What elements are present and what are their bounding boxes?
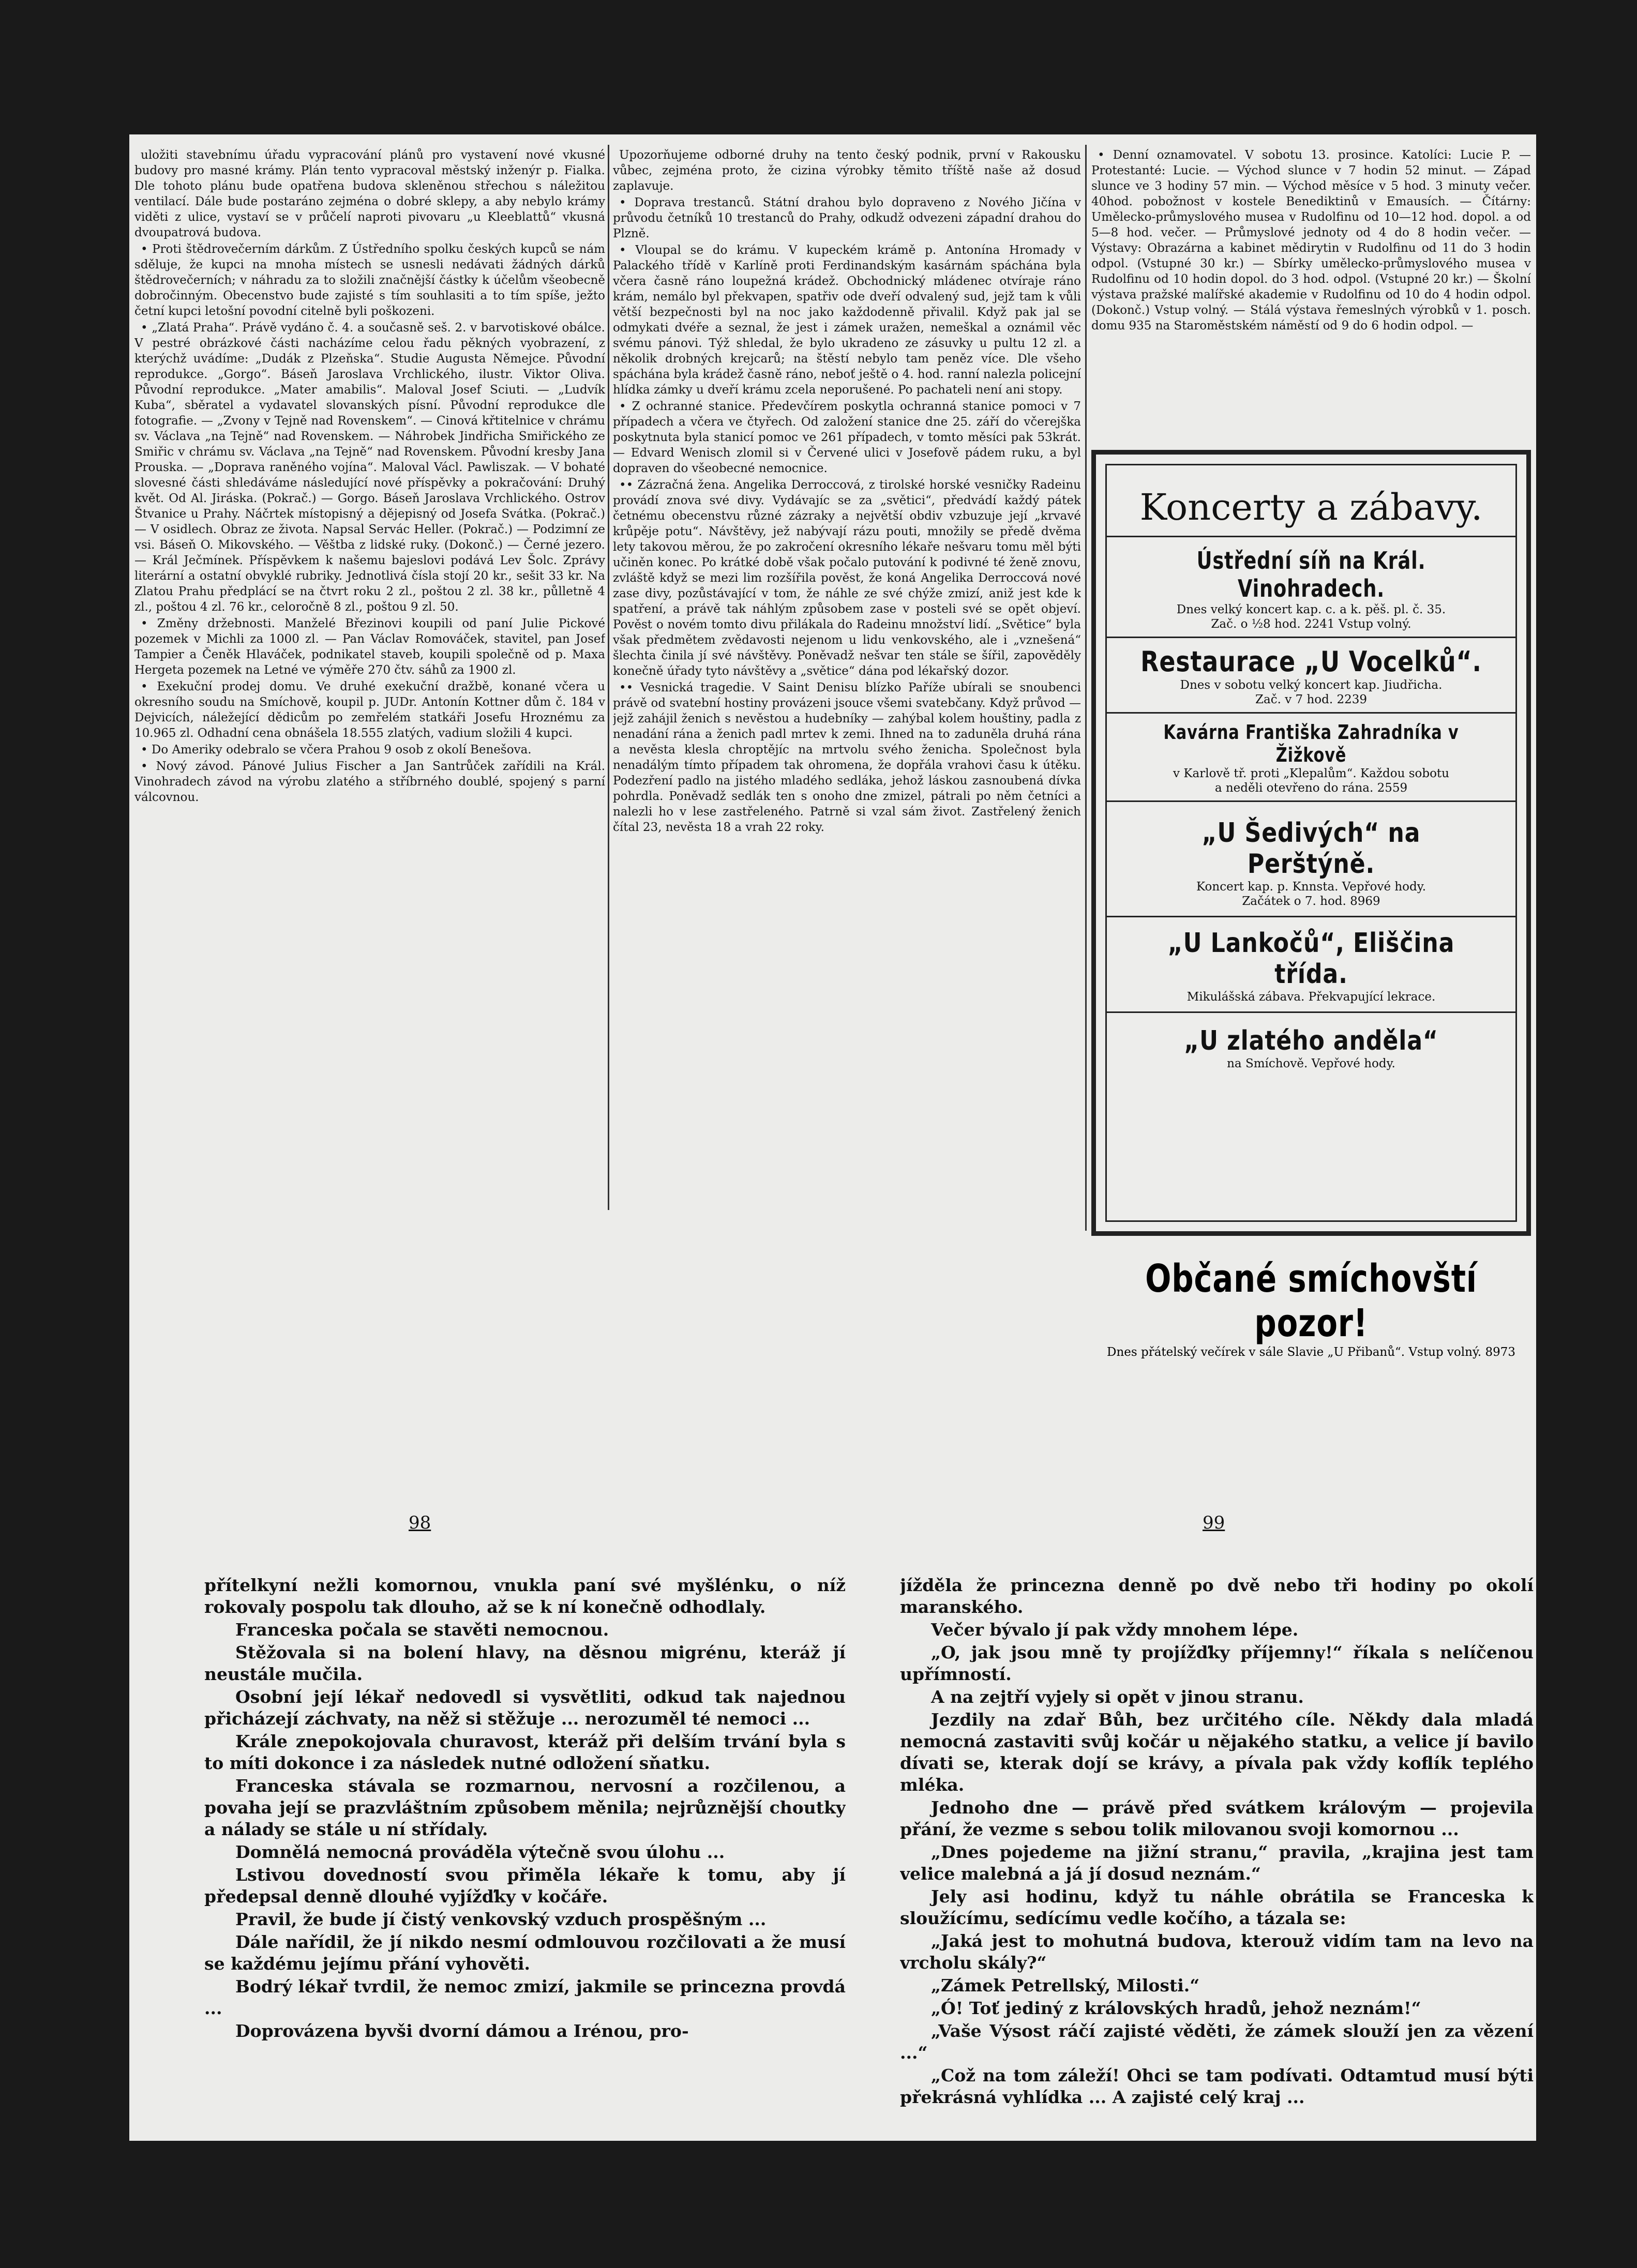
ad-item [1107, 1015, 1515, 1076]
ad-text: a neděli otevřeno do rána. 2559 [1214, 781, 1408, 795]
paragraph: Franceska počala se stavěti nemocnou. [235, 1620, 609, 1640]
paragraph: Krále znepokojovala churavost, kteráž při delším trvání byla s to míti dokonce i za následek nutné odložení sňatku. [204, 1731, 846, 1773]
paragraph: Dále nařídil, že jí nikdo nesmí odmlouvou rozčilovati a že musí se každému jejímu přání vyhověti. [204, 1932, 846, 1974]
paragraph: Franceska stávala se rozmarnou, nervosní a rozčilenou, a povaha její se prazvláštním způsobem měnila; nejrůznější choutky a nálady se stále u ní střídaly. [204, 1776, 846, 1839]
ads-title: Koncerty a zábavy. [1139, 486, 1483, 528]
paragraph: • Z ochranné stanice. Předevčírem poskytla ochranná stanice pomoci v 7 případech a včera ve čtyřech. Od založení stanice dne 25. září do včerejška poskytnuta byla stanicí pomoc ve 261 případech, v tomto měsíci pak 53krát. — Edvard Wenisch zlomil si v Červené ulici v Josefově pádem ruku, a byl dopraven do všeobecné nemocnice. [613, 400, 1081, 475]
paragraph: • Proti štědrovečerním dárkům. Z Ústředního spolku českých kupců se nám sděluje, že kupci na mnoha místech se usnesli nedávati žádných dárků štědrovečerních; v náhradu za to složili značnější částky k účelům všeobecně dobročinným. Obecenstvo bude zajisté s tím souhlasiti a to tím spíše, ježto četní kupci letošní povodní citelně byli poškozeni. [134, 243, 605, 318]
ad-text: Mikulášská zábava. Překvapující lekrace. [1187, 990, 1436, 1004]
obcane-text: Dnes přátelský večírek v sále Slavie „U Přibanů“. Vstup volný. 8973 [1107, 1345, 1516, 1359]
paragraph: A na zejtří vyjely si opět v jinou stranu. [931, 1687, 1304, 1707]
ad-text: Začátek o 7. hod. 8969 [1242, 895, 1380, 908]
paragraph: • Exekuční prodej domu. Ve druhé exekuční dražbě, konané včera u okresního soudu na Smíchově, koupil p. JUDr. Antonín Kottner dům č. 184 v Dejvicích, náležející dědicům po zemřelém statkáři Josefu Hroznému za 10.965 zl. Odhadní cena obnášela 18.555 zlatých, vadium složili 4 kupci. [134, 680, 605, 740]
ad-text: Zač. v 7 hod. 2239 [1255, 693, 1367, 706]
paragraph: Jely asi hodinu, když tu náhle obrátila se Franceska k sloužícímu, sedícímu vedle kočího, a tázala se: [900, 1886, 1534, 1928]
paragraph: • „Zlatá Praha“. Právě vydáno č. 4. a současně seš. 2. v barvotiskové obálce. V pestré obrázkové části nacházíme celou řadu pěkných vyobrazení, z kterýchž uvádíme: „Dudák z Plzeňska“. Studie Augusta Němejce. Původní reprodukce. „Gorgo“. Báseň Jaroslava Vrchlického, ilustr. Viktor Oliva. Původní reprodukce. „Mater amabilis“. Maloval Josef Sciuti. — „Ludvík Kuba“, sběratel a vydavatel slovanských písní. Původní reprodukce dle fotografie. — „Zvony v Tejně nad Rovenskem“. — Cinová křtitelnice v chrámu sv. Václava „na Tejně“ nad Rovenskem. — Náhrobek Jindřicha Smiřického ze Smiřic v chrámu sv. Václava „na Tejně“ nad Rovenskem. Původní kresby Jana Prouska. — „Doprava raněného vojína“. Maloval Václ. Pawliszak. — V bohaté slovesné části shledáváme následující nové příspěvky a pokračování: Druhý květ. Od Al. Jiráska. (Pokrač.) — Gorgo. Báseň Jaroslava Vrchlického. Ostrov Štvanice u Prahy. Náčrtek místopisný a dějepisný od Josefa Svátka. (Pokrač.) — V osidlech. Obraz ze života. Napsal Servác Heller. (Pokrač.) — Podzimní ze vsi. Báseň O. Mikovského. — Věštba z lidské ruky. (Dokonč.) — Černé jezero. — Král Ječmínek. Příspěvkem k našemu bajeslovi podává Lev Šolc. Zprávy literární a ostatní obvyklé rubriky. Jednotlivá čísla stojí 20 kr., sešit 33 kr. Na Zlatou Prahu předplácí se na čtvrt roku 2 zl., poštou 2 zl. 38 kr., půlletně 4 zl., poštou 4 zl. 76 kr., celoročně 8 zl., poštou 9 zl. 50. [134, 321, 605, 614]
divider [1107, 800, 1515, 802]
ad-item [1107, 919, 1515, 1009]
ad-text: Zač. o ½8 hod. 2241 Vstup volný. [1211, 617, 1411, 631]
ad-text: v Karlově tř. proti „Klepalům“. Každou sobotu [1173, 767, 1449, 780]
paragraph: • Vloupal se do krámu. V kupeckém krámě p. Antonína Hromady v Palackého třídě v Karlíně proti Ferdinandským kasárnám spáchána byla včera časně ráno loupežná krádež. Obchodnický mládenec otvíraje ráno krám, nemálo byl překvapen, spatřiv ode dveří odvalený sud, jejž tam k vůli větší bezpečnosti byl na noc jako každodenně přivalil. Když pak jal se odmykati dvéře a seznal, že jest i zámek uražen, nemeškal a oznámil věc svému pánovi. Týž shledal, že bylo ukradeno ze zásuvky u pultu 12 zl. a několik drobných krejcarů; na štěstí nebylo tam peněz více. Dle všeho spáchána byla krádež časně ráno, neboť ještě o 4. hod. ranní nalezla policejní hlídka zámky u dveří krámu zcela neporušené. Po pachateli není ani stopy. [613, 244, 1081, 397]
newspaper-page [129, 134, 1536, 2141]
obcane-title: Občané smíchovští pozor! [1145, 1257, 1477, 1345]
column-divider [608, 145, 609, 1210]
paragraph: „Dnes pojedeme na jižní stranu,“ pravila, „krajina jest tam velice malebná a já jí dosud neznám.“ [900, 1842, 1534, 1884]
paragraph: „Vaše Výsost ráčí zajisté věděti, že zámek slouží jen za vězení ...“ [900, 2021, 1534, 2063]
ad-text: Koncert kap. p. Knnsta. Vepřové hody. [1196, 880, 1426, 894]
paragraph: Jednoho dne — právě před svátkem královým — projevila přání, že vezme s sebou tolik milovanou svoji komornou ... [900, 1797, 1534, 1839]
divider [1107, 1011, 1515, 1013]
paragraph: • Nový závod. Pánové Julius Fischer a Jan Santrůček zařídili na Král. Vinohradech závod na výrobu zlatého a stříbrného doublé, spojený s parní válcovnou. [134, 760, 605, 804]
paragraph: • Denní oznamovatel. V sobotu 13. prosince. Katolíci: Lucie P. — Protestanté: Lucie. — Východ slunce v 7 hodin 52 minut. — Západ slunce ve 3 hodiny 57 min. — Východ měsíce v 5 hod. 3 minuty večer. 40hod. pobožnost v kostele Benediktinů v Emausích. — Čítárny: Umělecko-průmyslového musea v Rudolfinu od 10—12 hod. dopol. a od 5—8 hod. večer. — Průmyslové jednoty od 4 do 8 hodin večer. — Výstavy: Obrazárna a kabinet mědirytin v Rudolfinu od 11 do 3 hodin odpol. (Vstupné 30 kr.) — Sbírky umělecko-průmyslového musea v Rudolfinu od 10 hodin dopol. do 3 hod. odpol. (Vstupné 20 kr.) — Školní výstava pražské malířské akademie v Rudolfinu od 10 do 4 hodin odpol. (Dokonč.) Vstup volný. — Stálá výstava řemeslných výrobků v 1. posch. domu 935 na Staroměstském náměstí od 9 do 6 hodin odpol. — [1091, 148, 1531, 332]
paragraph: Večer bývalo jí pak vždy mnohem lépe. [931, 1620, 1299, 1640]
paragraph: Doprovázena byvši dvorní dámou a Irénou, pro- [235, 2021, 689, 2041]
paragraph: přítelkyní nežli komornou, vnukla paní své myšlénku, o níž rokovaly pospolu tak dlouho, až se k ní konečně odhodlaly. [204, 1575, 846, 1617]
paragraph: Pravil, že bude jí čistý venkovský vzduch prospěšným ... [235, 1909, 767, 1929]
ads-box [1091, 450, 1531, 1236]
paragraph: •• Vesnická tragedie. V Saint Denisu blízko Paříže ubírali se snoubenci právě od svatební hostiny provázeni jsouce všemi svatebčany. Když průvod — jejž zahájil ženich s nevěstou a hudebníky — zahýbal kolem houštiny, padla z nenadání rána a ženich padl mrtev k zemi. Ihned na to zaduněla druhá rána a nevěsta klesla chroptějíc na mrtvolu svého ženicha. Společnost byla nenadálým tímto případem tak ohromena, že dopřála vrahovi času k útěku. Podezření padlo na jistého mladého sedláka, jehož láskou zasnoubená dívka pohrdla. Poněvadž sedlák ten s onoho dne zmizel, pátrali po něm četníci a nalezli ho v lese zastřeleného. Patrně si vzal sám život. Zastřelený ženich čítal 23, nevěsta 18 a vrah 22 roky. [613, 681, 1081, 834]
paragraph: •• Zázračná žena. Angelika Derroccová, z tirolské horské vesničky Radeinu provádí znova své divy. Vydávajíc se za „světici“, předvádí každý pátek četnému obecenstvu různé zázraky a největší obdiv vzbuzuje její „krvavé krůpěje potu“. Návštěvy, jež nabývají rázu pouti, množily se předě dvěma lety takovou měrou, že po zakročení okresního lékaře nešvaru tomu měl býti učiněn konec. Po krátké době však počalo putování k podivné té ženě znovu, zvláště když se mezi lim rozšířila pověst, že koná Angelika Derroccová nové zase divy, pozůstávající v tom, že náhle ze své chýže zmizí, aniž jest kde k spatření, a právě tak náhlým způsobem zase v posteli své se opět objeví. Pověst o novém tomto divu přilákala do Radeinu množství lidí. „Světice“ byla však předmětem zvědavosti nejenom u lidu venkovského, ale i „vznešená“ šlechta činila jí své návštěvy. Poněvadž nešvar ten stále se šířil, zapověděly konečně úřady tyto návštěvy a „světice“ dána pod lékařský dozor. [613, 478, 1081, 678]
paragraph: • Doprava trestanců. Státní drahou bylo dopraveno z Nového Jičína v průvodu četníků 10 trestanců do Prahy, odkudž odvezeni západní drahou do Plzně. [613, 196, 1081, 240]
ad-name: Restaurace „U Vocelků“. [1140, 645, 1482, 678]
paragraph: uložiti stavebnímu úřadu vypracování plánů pro vystavení nové vkusné budovy pro masné krámy. Plán tento vypracoval městský inženýr p. Fialka. Dle tohoto plánu bude opatřena budova skleněnou střechou s náležitou ventilací. Dále bude postaráno zejména o dobré sklepy, a aby nebylo krámy viděti z ulice, vystaví se v průčelí naproti pivovaru „u Kleeblattů“ vkusná dvoupatrová budova. [134, 148, 605, 239]
paragraph: Bodrý lékař tvrdil, že nemoc zmizí, jakmile se princezna provdá ... [204, 1976, 846, 2018]
ad-name: „U Lankočů“, Eliščina třída. [1167, 928, 1455, 990]
left-news-column [134, 147, 605, 1197]
column-divider [1085, 145, 1087, 1231]
book-page-left [204, 1575, 846, 2141]
ad-item [1107, 539, 1515, 634]
page-number-right: 99 [1203, 1513, 1225, 1533]
paragraph: Upozorňujeme odborné druhy na tento český podnik, první v Rakousku vůbec, zejména proto, že cizina výrobky těmito tříště naše až dosud zaplavuje. [613, 148, 1081, 193]
middle-news-column [613, 147, 1081, 1223]
divider [1107, 536, 1515, 537]
right-news-column [1091, 147, 1531, 334]
obcane-notice [1091, 1257, 1531, 1359]
ad-text: na Smíchově. Vepřové hody. [1227, 1057, 1395, 1070]
paragraph: • Změny držebnosti. Manželé Březinovi koupili od paní Julie Pickové pozemek v Michli za 1000 zl. — Pan Václav Romováček, stavitel, pan Josef Tampier a Čeněk Hlaváček, podnikatel staveb, koupili společně od p. Maxa Hergeta pozemek na Letné ve výměře 270 čtv. sáhů za 1900 zl. [134, 617, 605, 677]
paragraph: „Ó! Toť jediný z královských hradů, jehož neznám!“ [931, 1998, 1421, 2018]
paragraph: Domnělá nemocná prováděla výtečně svou úlohu ... [235, 1842, 725, 1862]
paragraph: Jezdily na zdař Bůh, bez určitého cíle. Někdy dala mladá nemocná zastaviti svůj kočár u nějakého statku, a velice jí bavilo dívati se, kterak dojí se krávy, a pívala pak vždy koflík teplého mléka. [900, 1710, 1534, 1795]
paragraph: Osobní její lékař nedovedl si vysvětliti, odkud tak najednou přicházejí záchvaty, na něž si stěžuje ... nerozuměl té nemoci ... [204, 1687, 846, 1729]
book-page-right [900, 1575, 1534, 2141]
divider [1107, 916, 1515, 917]
paragraph: • Do Ameriky odebralo se včera Prahou 9 osob z okolí Benešova. [141, 743, 532, 757]
page-number-left: 98 [409, 1513, 431, 1533]
ad-item [1107, 640, 1515, 710]
paragraph: jížděla že princezna denně po dvě nebo tři hodiny po okolí maranského. [900, 1575, 1534, 1617]
divider [1107, 637, 1515, 638]
paragraph: Stěžovala si na bolení hlavy, na děsnou migrénu, kteráž jí neustále mučila. [204, 1642, 846, 1684]
ads-inner-frame [1105, 464, 1517, 1222]
paragraph: „O, jak jsou mně ty projížďky příjemny!“ říkala s nelíčenou upřímností. [900, 1642, 1534, 1684]
ad-name: Kavárna Františka Zahradníka v Žižkově [1163, 721, 1459, 766]
ads-header [1107, 465, 1515, 534]
paragraph: „Jaká jest to mohutná budova, kterouž vidím tam na levo na vrcholu skály?“ [900, 1931, 1534, 1973]
divider [1107, 712, 1515, 714]
ad-name: „U zlatého anděla“ [1184, 1025, 1438, 1056]
paragraph: „Zámek Petrellský, Milosti.“ [931, 1975, 1200, 1995]
ad-text: Dnes velký koncert kap. c. a k. pěš. pl. č. 35. [1176, 603, 1446, 616]
ad-name: Ústřední síň na Král. Vinohradech. [1196, 547, 1426, 602]
paragraph: „Což na tom záleží! Ohci se tam podívati. Odtamtud musí býti překrásná vyhlídka ... A zajisté celý kraj ... [900, 2065, 1534, 2107]
ad-name: „U Šedivých“ na Perštýně. [1202, 818, 1421, 880]
ad-item [1107, 716, 1515, 798]
ad-text: Dnes v sobotu velký koncert kap. Jiudřicha. [1180, 678, 1443, 692]
paragraph: Lstivou dovedností svou přiměla lékaře k tomu, aby jí předepsal denně dlouhé vyjížďky v kočáře. [204, 1865, 846, 1907]
ad-item [1107, 804, 1515, 914]
